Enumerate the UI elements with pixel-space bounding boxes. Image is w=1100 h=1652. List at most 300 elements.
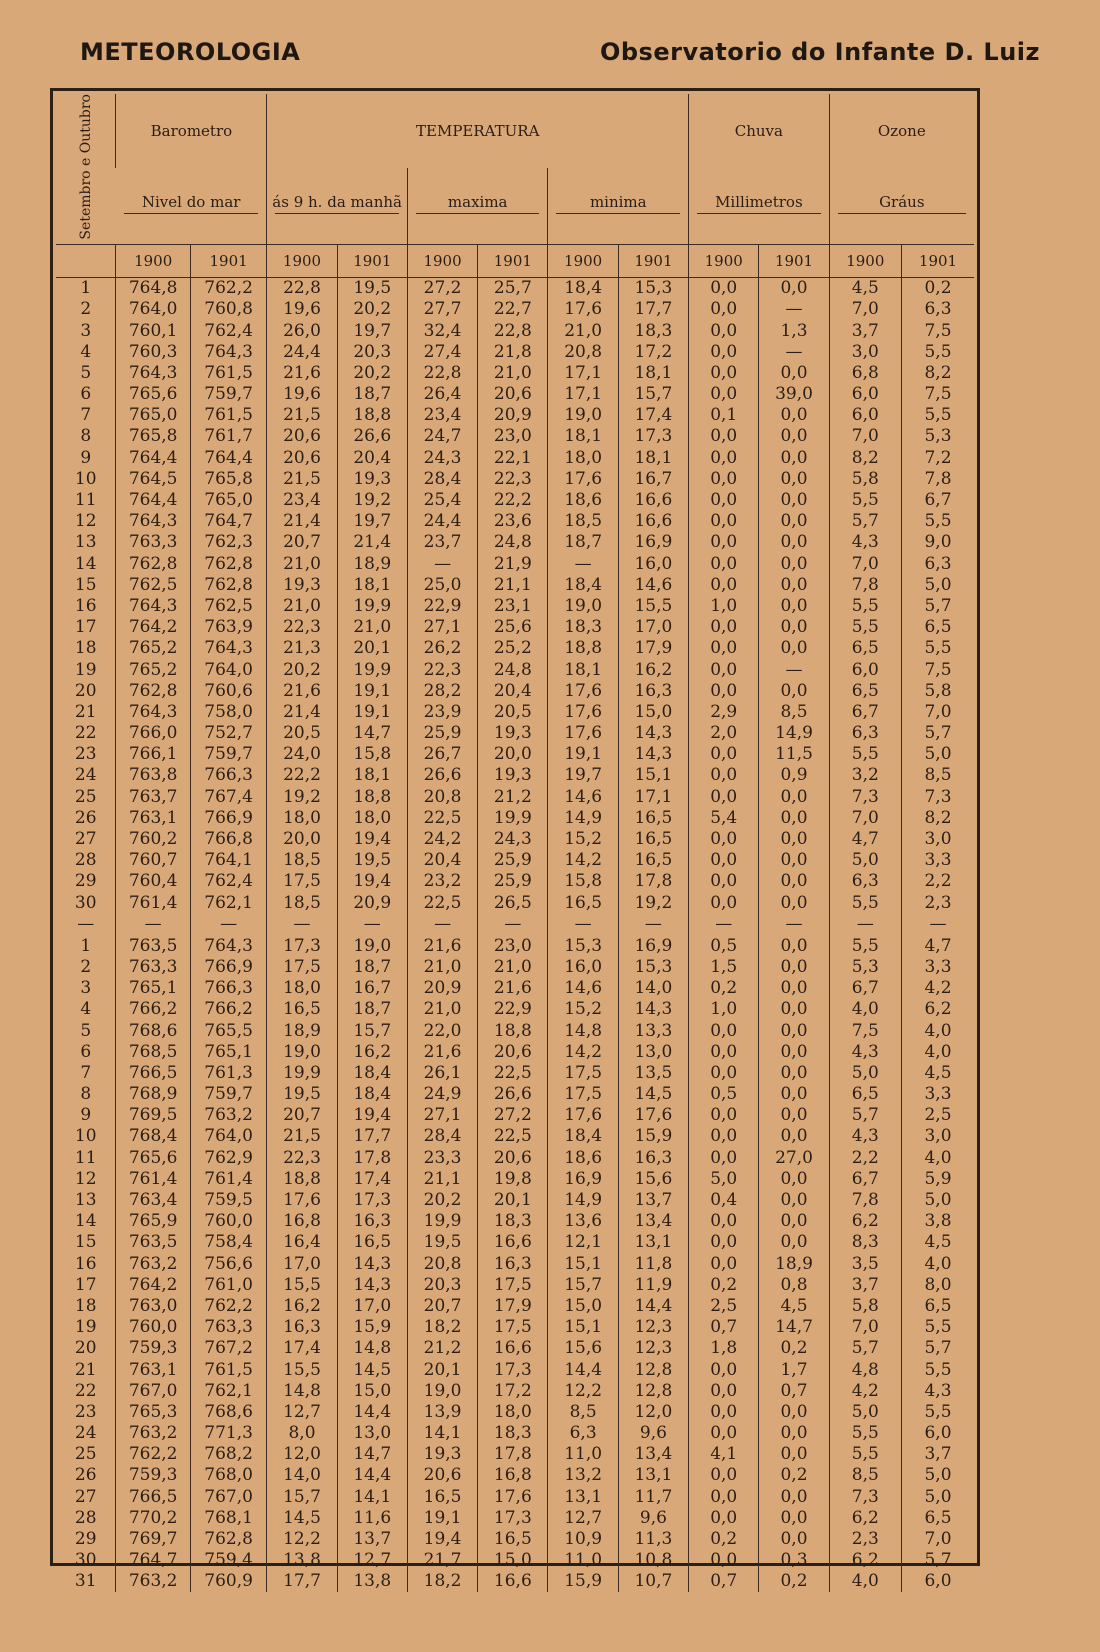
value-cell: 13,8 bbox=[267, 1550, 337, 1571]
value-cell: 1,7 bbox=[759, 1359, 829, 1380]
value-cell: 24,8 bbox=[478, 532, 548, 553]
value-cell: 0,0 bbox=[689, 532, 759, 553]
value-cell: 0,0 bbox=[689, 850, 759, 871]
value-cell: 16,2 bbox=[337, 1041, 407, 1062]
value-cell: 20,3 bbox=[407, 1274, 477, 1295]
september-row bbox=[56, 426, 974, 447]
value-cell: 4,0 bbox=[902, 1147, 975, 1168]
day-cell: 28 bbox=[74, 850, 97, 871]
value-cell: 15,0 bbox=[548, 1295, 618, 1316]
dash-cell: — bbox=[267, 913, 337, 935]
value-cell: 0,0 bbox=[689, 447, 759, 468]
value-cell: 0,0 bbox=[759, 617, 829, 638]
value-cell: 0,0 bbox=[689, 299, 759, 320]
value-cell: 762,8 bbox=[190, 574, 266, 595]
value-cell: 27,1 bbox=[407, 1105, 477, 1126]
value-cell: 18,1 bbox=[618, 362, 688, 383]
day-cell: 9 bbox=[80, 447, 92, 468]
value-cell: 18,1 bbox=[548, 659, 618, 680]
value-cell: 759,7 bbox=[190, 744, 266, 765]
value-cell: 18,8 bbox=[337, 786, 407, 807]
value-cell: 17,4 bbox=[618, 405, 688, 426]
value-cell: 0,0 bbox=[759, 1062, 829, 1083]
value-cell: 0,0 bbox=[689, 1550, 759, 1571]
day-cell: 22 bbox=[74, 1380, 97, 1401]
value-cell: 20,5 bbox=[478, 701, 548, 722]
value-cell: 6,0 bbox=[902, 1423, 975, 1444]
value-cell: 8,3 bbox=[829, 1232, 901, 1253]
value-cell: 28,2 bbox=[407, 680, 477, 701]
value-cell: 14,0 bbox=[267, 1465, 337, 1486]
month-label-cell bbox=[56, 94, 116, 244]
value-cell: 20,1 bbox=[337, 638, 407, 659]
value-cell: 12,1 bbox=[548, 1232, 618, 1253]
day-cell: 18 bbox=[74, 1295, 97, 1316]
value-cell: 761,5 bbox=[190, 405, 266, 426]
value-cell: 6,7 bbox=[902, 489, 975, 510]
day-cell: 20 bbox=[74, 680, 97, 701]
value-cell: 22,0 bbox=[407, 1020, 477, 1041]
value-cell: 4,5 bbox=[759, 1295, 829, 1316]
value-cell: 25,7 bbox=[478, 277, 548, 299]
value-cell: 0,0 bbox=[759, 1105, 829, 1126]
dash-cell: — bbox=[829, 913, 901, 935]
value-cell: 3,0 bbox=[902, 828, 975, 849]
day-cell: 21 bbox=[74, 1359, 97, 1380]
minima-header bbox=[548, 168, 689, 244]
value-cell: 2,3 bbox=[829, 1528, 901, 1549]
page-header bbox=[80, 38, 1040, 78]
value-cell: 761,4 bbox=[190, 1168, 266, 1189]
value-cell: 12,2 bbox=[267, 1528, 337, 1549]
value-cell: 18,4 bbox=[548, 574, 618, 595]
value-cell: 5,7 bbox=[829, 1338, 901, 1359]
day-cell: 24 bbox=[74, 765, 97, 786]
day-cell: 1 bbox=[80, 935, 92, 956]
value-cell: — bbox=[759, 299, 829, 320]
value-cell: 0,0 bbox=[689, 892, 759, 913]
september-row bbox=[56, 786, 974, 807]
dash-cell: — bbox=[190, 913, 266, 935]
value-cell: 5,0 bbox=[902, 1486, 975, 1507]
value-cell: 0,0 bbox=[759, 935, 829, 956]
value-cell: 20,8 bbox=[548, 341, 618, 362]
value-cell: 763,5 bbox=[116, 1232, 190, 1253]
value-cell: 7,0 bbox=[829, 1317, 901, 1338]
value-cell: 0,0 bbox=[689, 1486, 759, 1507]
value-cell: 19,7 bbox=[548, 765, 618, 786]
value-cell: 0,5 bbox=[689, 935, 759, 956]
value-cell: 18,3 bbox=[618, 320, 688, 341]
value-cell: 19,4 bbox=[337, 871, 407, 892]
value-cell: 19,3 bbox=[267, 574, 337, 595]
value-cell: 14,4 bbox=[337, 1401, 407, 1422]
value-cell: 15,7 bbox=[618, 384, 688, 405]
value-cell: 20,8 bbox=[407, 786, 477, 807]
value-cell: — bbox=[407, 553, 477, 574]
value-cell: 5,5 bbox=[829, 1423, 901, 1444]
value-cell: 32,4 bbox=[407, 320, 477, 341]
section-title: METEOROLOGIA bbox=[80, 38, 301, 66]
value-cell: 5,3 bbox=[829, 956, 901, 977]
value-cell: 760,9 bbox=[190, 1571, 266, 1592]
value-cell: 15,8 bbox=[548, 871, 618, 892]
value-cell: 19,0 bbox=[267, 1041, 337, 1062]
value-cell: 25,9 bbox=[407, 723, 477, 744]
value-cell: 16,9 bbox=[618, 935, 688, 956]
value-cell: 21,7 bbox=[407, 1550, 477, 1571]
value-cell: 28,4 bbox=[407, 468, 477, 489]
value-cell: 19,5 bbox=[407, 1232, 477, 1253]
value-cell: 11,7 bbox=[618, 1486, 688, 1507]
value-cell: 0,2 bbox=[689, 978, 759, 999]
value-cell: 14,5 bbox=[337, 1359, 407, 1380]
value-cell: 22,5 bbox=[478, 1062, 548, 1083]
october-row bbox=[56, 1423, 974, 1444]
value-cell: 5,9 bbox=[902, 1168, 975, 1189]
value-cell: 19,9 bbox=[337, 659, 407, 680]
value-cell: 7,5 bbox=[902, 320, 975, 341]
value-cell: 21,3 bbox=[267, 638, 337, 659]
value-cell: 17,6 bbox=[548, 701, 618, 722]
value-cell: 20,5 bbox=[267, 723, 337, 744]
milimetros-brace bbox=[697, 213, 821, 218]
value-cell: 14,2 bbox=[548, 1041, 618, 1062]
value-cell: 17,5 bbox=[478, 1317, 548, 1338]
value-cell: 20,0 bbox=[478, 744, 548, 765]
value-cell: 1,3 bbox=[759, 320, 829, 341]
value-cell: 2,5 bbox=[902, 1105, 975, 1126]
value-cell: 6,3 bbox=[829, 871, 901, 892]
value-cell: 763,9 bbox=[190, 617, 266, 638]
value-cell: 0,0 bbox=[759, 1528, 829, 1549]
value-cell: 7,0 bbox=[902, 1528, 975, 1549]
value-cell: 19,5 bbox=[337, 277, 407, 299]
value-cell: 17,5 bbox=[548, 1084, 618, 1105]
value-cell: 23,4 bbox=[267, 489, 337, 510]
value-cell: 768,2 bbox=[190, 1444, 266, 1465]
nivel-brace bbox=[124, 213, 258, 218]
value-cell: 21,0 bbox=[548, 320, 618, 341]
day-cell: 3 bbox=[80, 320, 92, 341]
value-cell: 5,5 bbox=[902, 1401, 975, 1422]
value-cell: 760,8 bbox=[190, 299, 266, 320]
value-cell: 0,0 bbox=[689, 574, 759, 595]
value-cell: 23,6 bbox=[478, 511, 548, 532]
october-row bbox=[56, 1401, 974, 1422]
value-cell: 4,0 bbox=[829, 999, 901, 1020]
value-cell: 17,8 bbox=[618, 871, 688, 892]
value-cell: 5,5 bbox=[902, 1317, 975, 1338]
value-cell: 23,0 bbox=[478, 935, 548, 956]
value-cell: 7,0 bbox=[829, 553, 901, 574]
value-cell: 0,0 bbox=[689, 341, 759, 362]
value-cell: 20,8 bbox=[407, 1253, 477, 1274]
value-cell: 22,1 bbox=[478, 447, 548, 468]
value-cell: 763,2 bbox=[116, 1571, 190, 1592]
value-cell: 18,2 bbox=[407, 1317, 477, 1338]
september-row bbox=[56, 765, 974, 786]
value-cell: 764,3 bbox=[116, 701, 190, 722]
day-cell: 2 bbox=[80, 299, 92, 320]
value-cell: 18,9 bbox=[759, 1253, 829, 1274]
value-cell: 763,2 bbox=[190, 1105, 266, 1126]
graus-brace bbox=[838, 213, 966, 218]
value-cell: 25,9 bbox=[478, 871, 548, 892]
value-cell: 19,4 bbox=[337, 828, 407, 849]
value-cell: 0,0 bbox=[759, 511, 829, 532]
value-cell: 762,8 bbox=[116, 680, 190, 701]
value-cell: 5,5 bbox=[829, 892, 901, 913]
value-cell: 17,6 bbox=[548, 468, 618, 489]
value-cell: 764,0 bbox=[116, 299, 190, 320]
value-cell: 8,5 bbox=[548, 1401, 618, 1422]
value-cell: 18,2 bbox=[407, 1571, 477, 1592]
day-cell: 4 bbox=[80, 341, 92, 362]
value-cell: 17,7 bbox=[618, 299, 688, 320]
value-cell: 7,5 bbox=[902, 384, 975, 405]
value-cell: 0,0 bbox=[689, 1020, 759, 1041]
value-cell: 16,5 bbox=[337, 1232, 407, 1253]
manha-header bbox=[267, 168, 408, 244]
value-cell: 763,7 bbox=[116, 786, 190, 807]
value-cell: 762,1 bbox=[190, 892, 266, 913]
value-cell: 760,2 bbox=[116, 828, 190, 849]
value-cell: 0,0 bbox=[689, 765, 759, 786]
october-row bbox=[56, 956, 974, 977]
day-cell: 17 bbox=[74, 1274, 97, 1295]
value-cell: 0,0 bbox=[759, 574, 829, 595]
value-cell: 762,2 bbox=[190, 1295, 266, 1316]
value-cell: 0,0 bbox=[759, 1211, 829, 1232]
value-cell: 14,6 bbox=[618, 574, 688, 595]
value-cell: 766,0 bbox=[116, 723, 190, 744]
value-cell: 0,0 bbox=[689, 426, 759, 447]
value-cell: 6,5 bbox=[829, 638, 901, 659]
value-cell: 16,5 bbox=[548, 892, 618, 913]
value-cell: 0,0 bbox=[689, 659, 759, 680]
value-cell: 4,3 bbox=[829, 532, 901, 553]
value-cell: 5,5 bbox=[902, 341, 975, 362]
value-cell: 14,2 bbox=[548, 850, 618, 871]
october-row bbox=[56, 978, 974, 999]
value-cell: 16,2 bbox=[618, 659, 688, 680]
value-cell: 20,7 bbox=[267, 532, 337, 553]
value-cell: 24,3 bbox=[407, 447, 477, 468]
value-cell: 762,4 bbox=[190, 871, 266, 892]
value-cell: 758,4 bbox=[190, 1232, 266, 1253]
september-row bbox=[56, 680, 974, 701]
value-cell: 17,6 bbox=[478, 1486, 548, 1507]
value-cell: 17,1 bbox=[548, 384, 618, 405]
value-cell: 20,7 bbox=[267, 1105, 337, 1126]
day-cell: 29 bbox=[74, 871, 97, 892]
value-cell: 15,7 bbox=[337, 1020, 407, 1041]
value-cell: 759,3 bbox=[116, 1338, 190, 1359]
value-cell: 22,7 bbox=[478, 299, 548, 320]
value-cell: 14,1 bbox=[407, 1423, 477, 1444]
value-cell: 19,0 bbox=[548, 595, 618, 616]
value-cell: 17,5 bbox=[267, 871, 337, 892]
value-cell: 762,1 bbox=[190, 1380, 266, 1401]
value-cell: 762,8 bbox=[116, 553, 190, 574]
value-cell: 24,7 bbox=[407, 426, 477, 447]
value-cell: 20,2 bbox=[267, 659, 337, 680]
value-cell: 16,8 bbox=[267, 1211, 337, 1232]
value-cell: 5,5 bbox=[902, 638, 975, 659]
meteorology-table bbox=[56, 94, 974, 1592]
value-cell: 13,4 bbox=[618, 1211, 688, 1232]
value-cell: 21,0 bbox=[407, 999, 477, 1020]
day-cell: 3 bbox=[80, 978, 92, 999]
dash-cell: — bbox=[759, 913, 829, 935]
value-cell: 14,6 bbox=[548, 786, 618, 807]
value-cell: 14,4 bbox=[337, 1465, 407, 1486]
value-cell: 18,7 bbox=[337, 956, 407, 977]
value-cell: 5,8 bbox=[829, 1295, 901, 1316]
value-cell: 26,4 bbox=[407, 384, 477, 405]
value-cell: 22,3 bbox=[478, 468, 548, 489]
value-cell: 766,3 bbox=[190, 765, 266, 786]
value-cell: 758,0 bbox=[190, 701, 266, 722]
value-cell: 21,5 bbox=[267, 1126, 337, 1147]
value-cell: 7,5 bbox=[902, 659, 975, 680]
value-cell: 0,0 bbox=[759, 680, 829, 701]
value-cell: 16,6 bbox=[478, 1338, 548, 1359]
value-cell: 17,0 bbox=[267, 1253, 337, 1274]
value-cell: 20,1 bbox=[407, 1359, 477, 1380]
value-cell: 12,7 bbox=[267, 1401, 337, 1422]
value-cell: 7,0 bbox=[829, 299, 901, 320]
value-cell: 2,3 bbox=[902, 892, 975, 913]
value-cell: 764,3 bbox=[116, 595, 190, 616]
value-cell: 768,5 bbox=[116, 1041, 190, 1062]
value-cell: 763,2 bbox=[116, 1253, 190, 1274]
value-cell: 5,4 bbox=[689, 807, 759, 828]
value-cell: 763,1 bbox=[116, 807, 190, 828]
minima-label: minima bbox=[589, 193, 647, 212]
value-cell: 8,0 bbox=[902, 1274, 975, 1295]
value-cell: 6,7 bbox=[829, 701, 901, 722]
value-cell: 0,0 bbox=[689, 1359, 759, 1380]
september-row bbox=[56, 574, 974, 595]
value-cell: 0,7 bbox=[759, 1380, 829, 1401]
value-cell: 0,0 bbox=[689, 277, 759, 299]
value-cell: 19,4 bbox=[407, 1528, 477, 1549]
value-cell: 17,8 bbox=[478, 1444, 548, 1465]
value-cell: 0,0 bbox=[689, 511, 759, 532]
value-cell: 22,3 bbox=[267, 617, 337, 638]
value-cell: 24,4 bbox=[267, 341, 337, 362]
value-cell: 2,9 bbox=[689, 701, 759, 722]
value-cell: 5,3 bbox=[902, 426, 975, 447]
divider-row bbox=[56, 913, 974, 935]
value-cell: 27,2 bbox=[478, 1105, 548, 1126]
september-row bbox=[56, 871, 974, 892]
value-cell: 17,5 bbox=[478, 1274, 548, 1295]
value-cell: 17,2 bbox=[618, 341, 688, 362]
value-cell: 20,9 bbox=[478, 405, 548, 426]
value-cell: 26,6 bbox=[478, 1084, 548, 1105]
value-cell: 26,1 bbox=[407, 1062, 477, 1083]
value-cell: 7,5 bbox=[829, 1020, 901, 1041]
value-cell: 0,0 bbox=[759, 1126, 829, 1147]
value-cell: 27,7 bbox=[407, 299, 477, 320]
value-cell: 7,8 bbox=[902, 468, 975, 489]
value-cell: 17,4 bbox=[337, 1168, 407, 1189]
value-cell: 14,8 bbox=[337, 1338, 407, 1359]
value-cell: 21,6 bbox=[407, 935, 477, 956]
value-cell: 0,0 bbox=[689, 871, 759, 892]
day-cell: 21 bbox=[74, 701, 97, 722]
value-cell: 19,5 bbox=[267, 1084, 337, 1105]
october-row bbox=[56, 1020, 974, 1041]
value-cell: 21,5 bbox=[267, 405, 337, 426]
value-cell: 18,0 bbox=[267, 807, 337, 828]
value-cell: 25,9 bbox=[478, 850, 548, 871]
value-cell: 6,3 bbox=[829, 723, 901, 744]
october-row bbox=[56, 999, 974, 1020]
value-cell: 5,5 bbox=[829, 617, 901, 638]
value-cell: 765,1 bbox=[116, 978, 190, 999]
day-cell: 17 bbox=[74, 617, 97, 638]
value-cell: 4,7 bbox=[902, 935, 975, 956]
value-cell: 19,2 bbox=[618, 892, 688, 913]
value-cell: 5,5 bbox=[902, 511, 975, 532]
value-cell: 0,0 bbox=[759, 362, 829, 383]
value-cell: 21,8 bbox=[478, 341, 548, 362]
day-cell: 14 bbox=[74, 1211, 97, 1232]
value-cell: 15,8 bbox=[337, 744, 407, 765]
value-cell: 8,5 bbox=[829, 1465, 901, 1486]
value-cell: 17,5 bbox=[548, 1062, 618, 1083]
value-cell: 4,0 bbox=[829, 1571, 901, 1592]
value-cell: 5,7 bbox=[829, 511, 901, 532]
value-cell: 766,9 bbox=[190, 956, 266, 977]
value-cell: 25,4 bbox=[407, 489, 477, 510]
value-cell: 14,8 bbox=[267, 1380, 337, 1401]
day-cell: 30 bbox=[74, 1550, 97, 1571]
value-cell: 765,9 bbox=[116, 1211, 190, 1232]
value-cell: 20,2 bbox=[337, 362, 407, 383]
value-cell: 764,2 bbox=[116, 617, 190, 638]
value-cell: 21,1 bbox=[478, 574, 548, 595]
value-cell: 762,2 bbox=[190, 277, 266, 299]
value-cell: 14,9 bbox=[548, 807, 618, 828]
value-cell: 759,7 bbox=[190, 384, 266, 405]
value-cell: 0,0 bbox=[759, 1189, 829, 1210]
value-cell: 12,8 bbox=[618, 1380, 688, 1401]
value-cell: 764,3 bbox=[190, 935, 266, 956]
value-cell: 18,4 bbox=[337, 1084, 407, 1105]
value-cell: 5,5 bbox=[902, 405, 975, 426]
value-cell: 0,0 bbox=[689, 320, 759, 341]
value-cell: 8,2 bbox=[902, 362, 975, 383]
september-row bbox=[56, 447, 974, 468]
value-cell: 20,9 bbox=[407, 978, 477, 999]
value-cell: 16,5 bbox=[478, 1528, 548, 1549]
value-cell: 5,0 bbox=[829, 1401, 901, 1422]
september-row bbox=[56, 553, 974, 574]
value-cell: 7,8 bbox=[829, 574, 901, 595]
value-cell: 0,0 bbox=[689, 489, 759, 510]
value-cell: 760,1 bbox=[116, 320, 190, 341]
value-cell: 765,0 bbox=[116, 405, 190, 426]
dash-cell: — bbox=[116, 913, 190, 935]
value-cell: 39,0 bbox=[759, 384, 829, 405]
value-cell: 14,5 bbox=[267, 1507, 337, 1528]
value-cell: 2,2 bbox=[902, 871, 975, 892]
